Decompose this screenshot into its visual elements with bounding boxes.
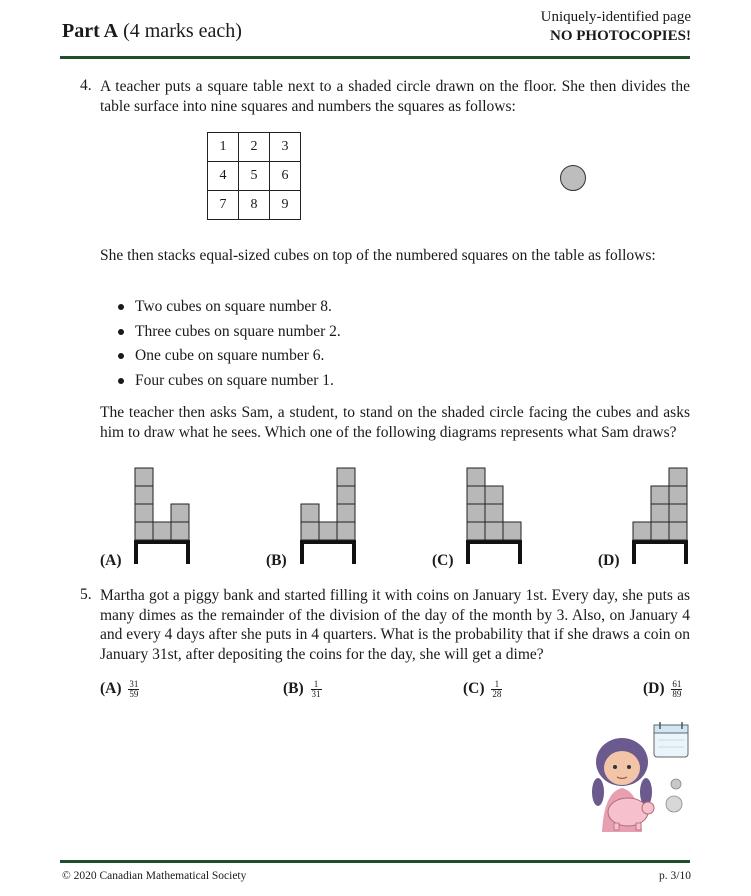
table-leg [352, 540, 356, 564]
grid-cell: 7 [208, 191, 239, 220]
part-marks: (4 marks each) [123, 20, 242, 42]
answer-fraction [311, 680, 322, 699]
table-top [632, 540, 688, 544]
cube [633, 522, 651, 540]
answer-a [100, 680, 139, 699]
cube [301, 522, 319, 540]
cube [337, 504, 355, 522]
part-label: Part A [62, 20, 119, 42]
table-top [134, 540, 190, 544]
q4-intro: A teacher puts a square table next to a shaded circle drawn on the floor. She then divides the table surface into nine squares and numbers the squares as follows: [100, 78, 690, 115]
stack-list [118, 296, 341, 394]
q4-number: 4. [80, 77, 92, 94]
piggy-bank-icon [608, 798, 654, 830]
answer-fraction [671, 680, 682, 699]
girl-piggy-bank-illustration [584, 720, 694, 835]
cube [301, 504, 319, 522]
cube [135, 486, 153, 504]
cube [651, 504, 669, 522]
stack-text: Three cubes on square number 2. [135, 322, 341, 340]
cube [669, 486, 687, 504]
fraction-numerator: 31 [129, 679, 139, 689]
fraction-numerator: 61 [672, 679, 682, 689]
cube [135, 504, 153, 522]
cube [467, 486, 485, 504]
stack-text: One cube on square number 6. [135, 347, 325, 364]
copy-notice [541, 8, 691, 46]
cube [669, 522, 687, 540]
grid-cell: 8 [239, 191, 270, 220]
cube [467, 468, 485, 486]
table-top [300, 540, 356, 544]
cube [337, 486, 355, 504]
cube [503, 522, 521, 540]
cube [337, 522, 355, 540]
bullet-icon [118, 329, 124, 335]
fraction-denominator: 31 [311, 689, 321, 699]
fraction-denominator: 28 [492, 689, 502, 699]
q4-stack-intro: She then stacks equal-sized cubes on top of the numbered squares on the table as follows: [100, 247, 656, 264]
q5-number: 5. [80, 586, 92, 603]
cube [171, 504, 189, 522]
option-c-label: (C) [432, 552, 454, 569]
stack-text: Two cubes on square number 8. [135, 298, 332, 315]
table-top [466, 540, 522, 544]
calendar-icon [654, 722, 688, 757]
list-item [118, 370, 341, 395]
answer-fraction [491, 680, 502, 699]
cube [467, 522, 485, 540]
cube [669, 504, 687, 522]
list-item [118, 321, 341, 346]
footer-rule [60, 860, 690, 863]
fraction-numerator: 1 [491, 680, 502, 690]
cube [467, 504, 485, 522]
notice-line-1: Uniquely-identified page [540, 9, 691, 25]
answer-fraction [128, 680, 139, 699]
answer-label: (A) [100, 680, 122, 698]
shaded-floor-circle [560, 165, 586, 191]
cube [651, 486, 669, 504]
cube [485, 522, 503, 540]
grid-cell: 5 [239, 162, 270, 191]
part-heading [62, 20, 242, 43]
cube [337, 468, 355, 486]
grid-cell: 4 [208, 162, 239, 191]
bullet-icon [118, 304, 124, 310]
cube [153, 522, 171, 540]
answer-d [643, 680, 682, 699]
option-b-label: (B) [266, 552, 287, 569]
table-leg [518, 540, 522, 564]
cube [171, 522, 189, 540]
cube [485, 486, 503, 504]
grid-cell: 6 [270, 162, 301, 191]
option-a-label: (A) [100, 552, 122, 569]
page-number: p. 3/10 [659, 870, 691, 882]
bullet-icon [118, 353, 124, 359]
numbered-table-grid [207, 132, 301, 220]
cube [651, 522, 669, 540]
cube [485, 504, 503, 522]
cube [135, 522, 153, 540]
fraction-denominator: 59 [129, 689, 139, 699]
q5-text: Martha got a piggy bank and started filling it with coins on January 1st. Every day, she puts as many dimes as the remainder of the division of the day of the month by 3. Also, on January 4 and every 4 days after she puts in 4 quarters. What is the probability that if she draws a coin on January 31st, after depositing the coins for the day, she will get a dime? [100, 587, 690, 663]
grid-cell: 3 [270, 133, 301, 162]
answer-label: (C) [463, 680, 485, 698]
cube [319, 522, 337, 540]
grid-cell: 9 [270, 191, 301, 220]
answer-label: (D) [643, 680, 665, 698]
answer-c [463, 680, 502, 699]
cube [135, 468, 153, 486]
table-leg [300, 540, 304, 564]
grid-cell: 1 [208, 133, 239, 162]
table-leg [632, 540, 636, 564]
header-rule [60, 56, 690, 59]
table-leg [684, 540, 688, 564]
q4-question: The teacher then asks Sam, a student, to stand on the shaded circle facing the cubes and asks him to draw what he sees. Which one of the following diagrams represents what Sam draws? [100, 404, 690, 441]
notice-line-2: NO PHOTOCOPIES! [550, 28, 691, 44]
list-item [118, 296, 341, 321]
coin-icon [666, 779, 682, 812]
cube [669, 468, 687, 486]
answer-b [283, 680, 322, 699]
copyright-text: © 2020 Canadian Mathematical Society [62, 870, 247, 882]
table-leg [466, 540, 470, 564]
table-leg [134, 540, 138, 564]
list-item [118, 345, 341, 370]
grid-cell: 2 [239, 133, 270, 162]
option-d-label: (D) [598, 552, 620, 569]
stack-text: Four cubes on square number 1. [135, 371, 334, 389]
answer-label: (B) [283, 680, 304, 698]
bullet-icon [118, 378, 124, 384]
fraction-numerator: 1 [311, 680, 322, 690]
table-leg [186, 540, 190, 564]
fraction-denominator: 89 [672, 689, 682, 699]
